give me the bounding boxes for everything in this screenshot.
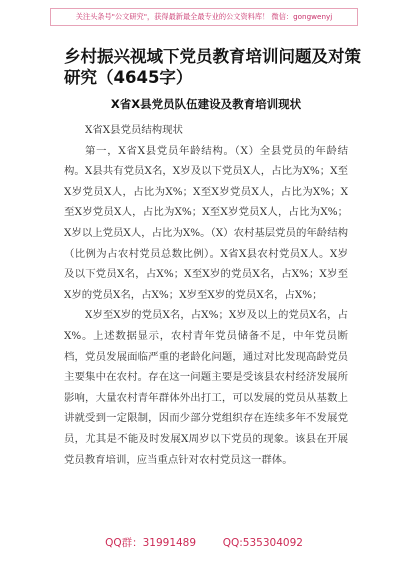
document-title: 乡村振兴视域下党员教育培训问题及对策研究（4645字） <box>64 47 361 87</box>
document-subtitle: X省X县党员队伍建设及教育培训现状 <box>110 97 302 111</box>
header-banner: 关注头条号"公文研究"，获得最新最全最专业的公文资料库！ 微信：gongwenyj <box>50 8 358 26</box>
footer-contact: QQ群：31991489 QQ:535304092 <box>105 537 303 549</box>
body-paragraph: X岁至X岁的党员X名，占X%；X岁及以上的党员X名，占X%。上述数据显示，农村青年党员储备不足，中年党员断档，党员发展面临严重的老龄化问题，通过对比发现高龄党员主要集中在农村。存在这一问题主要是受该县农村经济发展所影响，大量农村青年群体外出打工，可以发展的党员从基数上讲就受到一定限制，因而少部分党组织存在连续多年不发展党员，尤其是不能及时发展X周岁以下党员的现象。该县在开展党员教育培训，应当重点针对农村党员这一群体。 <box>64 309 348 466</box>
document-body <box>64 120 348 470</box>
body-paragraph: 第一，X省X县党员年龄结构。（X）全县党员的年龄结构。X县共有党员X名，X岁及以下党员X人，占比为X%；X至X岁党员X人，占比为X%；X至X岁党员X人，占比为X%；X至X岁党员X人，占比为X%；X至X岁党员X人，占比为X%；X岁以上党员X人，占比为X%。（X）农村基层党员的年龄结构（比例为占农村党员总数比例）。X省X县农村党员X人。X岁及以下党员X名，占X%；X至X岁的党员X名，占X%；X岁至X岁的党员X名，占X%；X岁至X岁的党员X名，占X%； <box>64 144 348 301</box>
section-heading: X省X县党员结构现状 <box>85 124 183 136</box>
